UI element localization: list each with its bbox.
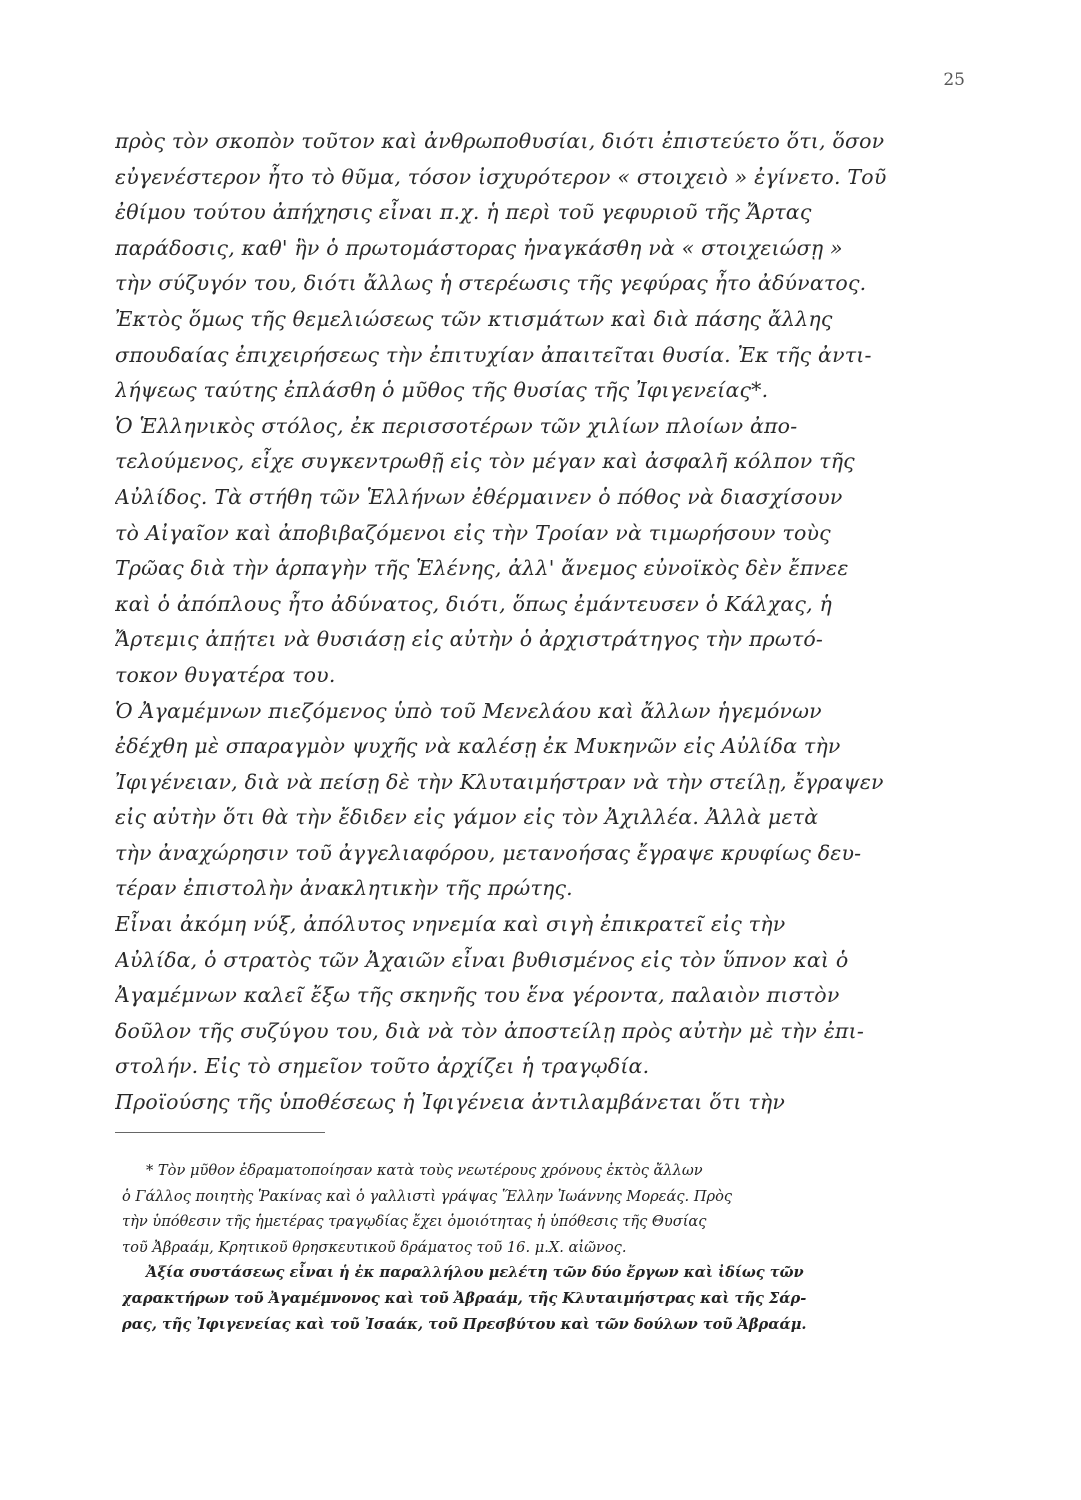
footnote-line: * Τὸν μῦθον ἐδραματοποίησαν κατὰ τοὺς νεωτέρους χρόνους ἐκτὸς ἄλλων [146, 1162, 703, 1179]
text-line: τελούμενος, εἶχε συγκεντρωθῇ εἰς τὸν μέγαν καὶ ἀσφαλῆ κόλπον τῆς [115, 449, 855, 474]
text-line: Αὐλίδος. Τὰ στήθη τῶν Ἑλλήνων ἐθέρμαινεν ὁ πόθος νὰ διασχίσουν [115, 484, 843, 509]
page-number: 25 [943, 70, 965, 90]
text-line: τέραν ἐπιστολὴν ἀνακλητικὴν τῆς πρώτης. [115, 876, 573, 901]
text-line: ἐθίμου τούτου ἀπήχησις εἶναι π.χ. ἡ περὶ τοῦ γεφυριοῦ τῆς Ἄρτας [115, 200, 812, 225]
text-line: Ἰφιγένειαν, διὰ νὰ πείσῃ δὲ τὴν Κλυταιμήστραν νὰ τὴν στείλῃ, ἔγραψεν [115, 769, 884, 794]
text-line: τοκον θυγατέρα του. [115, 662, 336, 687]
footnote-line: τὴν ὑπόθεσιν τῆς ἡμετέρας τραγῳδίας ἔχει ὁμοιότητας ἡ ὑπόθεσις τῆς Θυσίας [122, 1213, 707, 1231]
text-line: τὸ Αἰγαῖον καὶ ἀποβιβαζόμενοι εἰς τὴν Τροίαν νὰ τιμωρήσουν τοὺς [115, 520, 831, 545]
text-line: τὴν σύζυγόν του, διότι ἄλλως ἡ στερέωσις τῆς γεφύρας ἦτο ἀδύνατος. [115, 271, 867, 296]
body-text [115, 124, 967, 1121]
text-line: Εἶναι ἀκόμη νύξ, ἀπόλυτος νηνεμία καὶ σιγὴ ἐπικρατεῖ εἰς τὴν [115, 912, 786, 937]
text-line: καὶ ὁ ἀπόπλους ἦτο ἀδύνατος, διότι, ὅπως ἐμάντευσεν ὁ Κάλχας, ἡ [115, 591, 832, 616]
text-line: Ἀγαμέμνων καλεῖ ἔξω τῆς σκηνῆς του ἕνα γέροντα, παλαιὸν πιστὸν [115, 983, 840, 1008]
text-line: Ἐκτὸς ὅμως τῆς θεμελιώσεως τῶν κτισμάτων καὶ διὰ πάσης ἄλλης [115, 306, 833, 331]
footnotes [122, 1158, 962, 1337]
footnote-line: χαρακτήρων τοῦ Ἀγαμέμνονος καὶ τοῦ Ἀβραάμ, τῆς Κλυταιμήστρας καὶ τῆς Σάρ- [122, 1289, 807, 1307]
text-line: Τρῶας διὰ τὴν ἁρπαγὴν τῆς Ἑλένης, ἀλλ' ἄνεμος εὐνοϊκὸς δὲν ἔπνεε [115, 556, 849, 581]
text-line: πρὸς τὸν σκοπὸν τοῦτον καὶ ἀνθρωποθυσίαι, διότι ἐπιστεύετο ὅτι, ὅσον [115, 129, 885, 153]
text-line: στολήν. Εἰς τὸ σημεῖον τοῦτο ἀρχίζει ἡ τραγῳδία. [115, 1054, 650, 1079]
footnote-line: Ἀξία συστάσεως εἶναι ἡ ἐκ παραλλήλου μελέτη τῶν δύο ἔργων καὶ ἰδίως τῶν [146, 1264, 804, 1282]
text-line: ἐδέχθη μὲ σπαραγμὸν ψυχῆς νὰ καλέσῃ ἐκ Μυκηνῶν εἰς Αὐλίδα τὴν [115, 734, 841, 759]
text-line: Ὁ Ἑλληνικὸς στόλος, ἐκ περισσοτέρων τῶν χιλίων πλοίων ἀπο- [115, 413, 798, 438]
text-line: εἰς αὐτὴν ὅτι θὰ τὴν ἔδιδεν εἰς γάμον εἰς τὸν Ἀχιλλέα. Ἀλλὰ μετὰ [115, 805, 819, 830]
text-line: παράδοσις, καθ' ἣν ὁ πρωτομάστορας ἠναγκάσθη νὰ « στοιχειώσῃ » [115, 235, 843, 260]
footnote-line: ὁ Γάλλος ποιητὴς Ῥακίνας καὶ ὁ γαλλιστὶ γράψας Ἕλλην Ἰωάννης Μορεάς. Πρὸς [122, 1187, 733, 1205]
text-line: σπουδαίας ἐπιχειρήσεως τὴν ἐπιτυχίαν ἀπαιτεῖται θυσία. Ἐκ τῆς ἀντι- [115, 342, 872, 367]
text-line: λήψεως ταύτης ἐπλάσθη ὁ μῦθος τῆς θυσίας τῆς Ἰφιγενείας*. [115, 378, 769, 403]
footnote-line: ρας, τῆς Ἰφιγενείας καὶ τοῦ Ἰσαάκ, τοῦ Πρεσβύτου καὶ τῶν δούλων τοῦ Ἀβραάμ. [122, 1315, 807, 1333]
text-line: τὴν ἀναχώρησιν τοῦ ἀγγελιαφόρου, μετανοήσας ἔγραψε κρυφίως δευ- [115, 840, 862, 865]
text-line: εὐγενέστερον ἦτο τὸ θῦμα, τόσον ἰσχυρότερον « στοιχειὸ » ἐγίνετο. Τοῦ [115, 164, 887, 189]
text-line: Αὐλίδα, ὁ στρατὸς τῶν Ἀχαιῶν εἶναι βυθισμένος εἰς τὸν ὕπνον καὶ ὁ [115, 947, 849, 972]
text-line: Προϊούσης τῆς ὑποθέσεως ἡ Ἰφιγένεια ἀντιλαμβάνεται ὅτι τὴν [115, 1090, 785, 1115]
text-line: δοῦλον τῆς συζύγου του, διὰ νὰ τὸν ἀποστείλῃ πρὸς αὐτὴν μὲ τὴν ἐπι- [115, 1018, 864, 1043]
text-line: Ἄρτεμις ἀπῄτει νὰ θυσιάσῃ εἰς αὐτὴν ὁ ἀρχιστράτηγος τὴν πρωτό- [115, 627, 824, 652]
text-line: Ὁ Ἀγαμέμνων πιεζόμενος ὑπὸ τοῦ Μενελάου καὶ ἄλλων ἡγεμόνων [115, 698, 822, 723]
footnote-divider [115, 1132, 325, 1133]
footnote-line: τοῦ Ἀβραάμ, Κρητικοῦ θρησκευτικοῦ δράματος τοῦ 16. μ.Χ. αἰῶνος. [122, 1238, 627, 1256]
